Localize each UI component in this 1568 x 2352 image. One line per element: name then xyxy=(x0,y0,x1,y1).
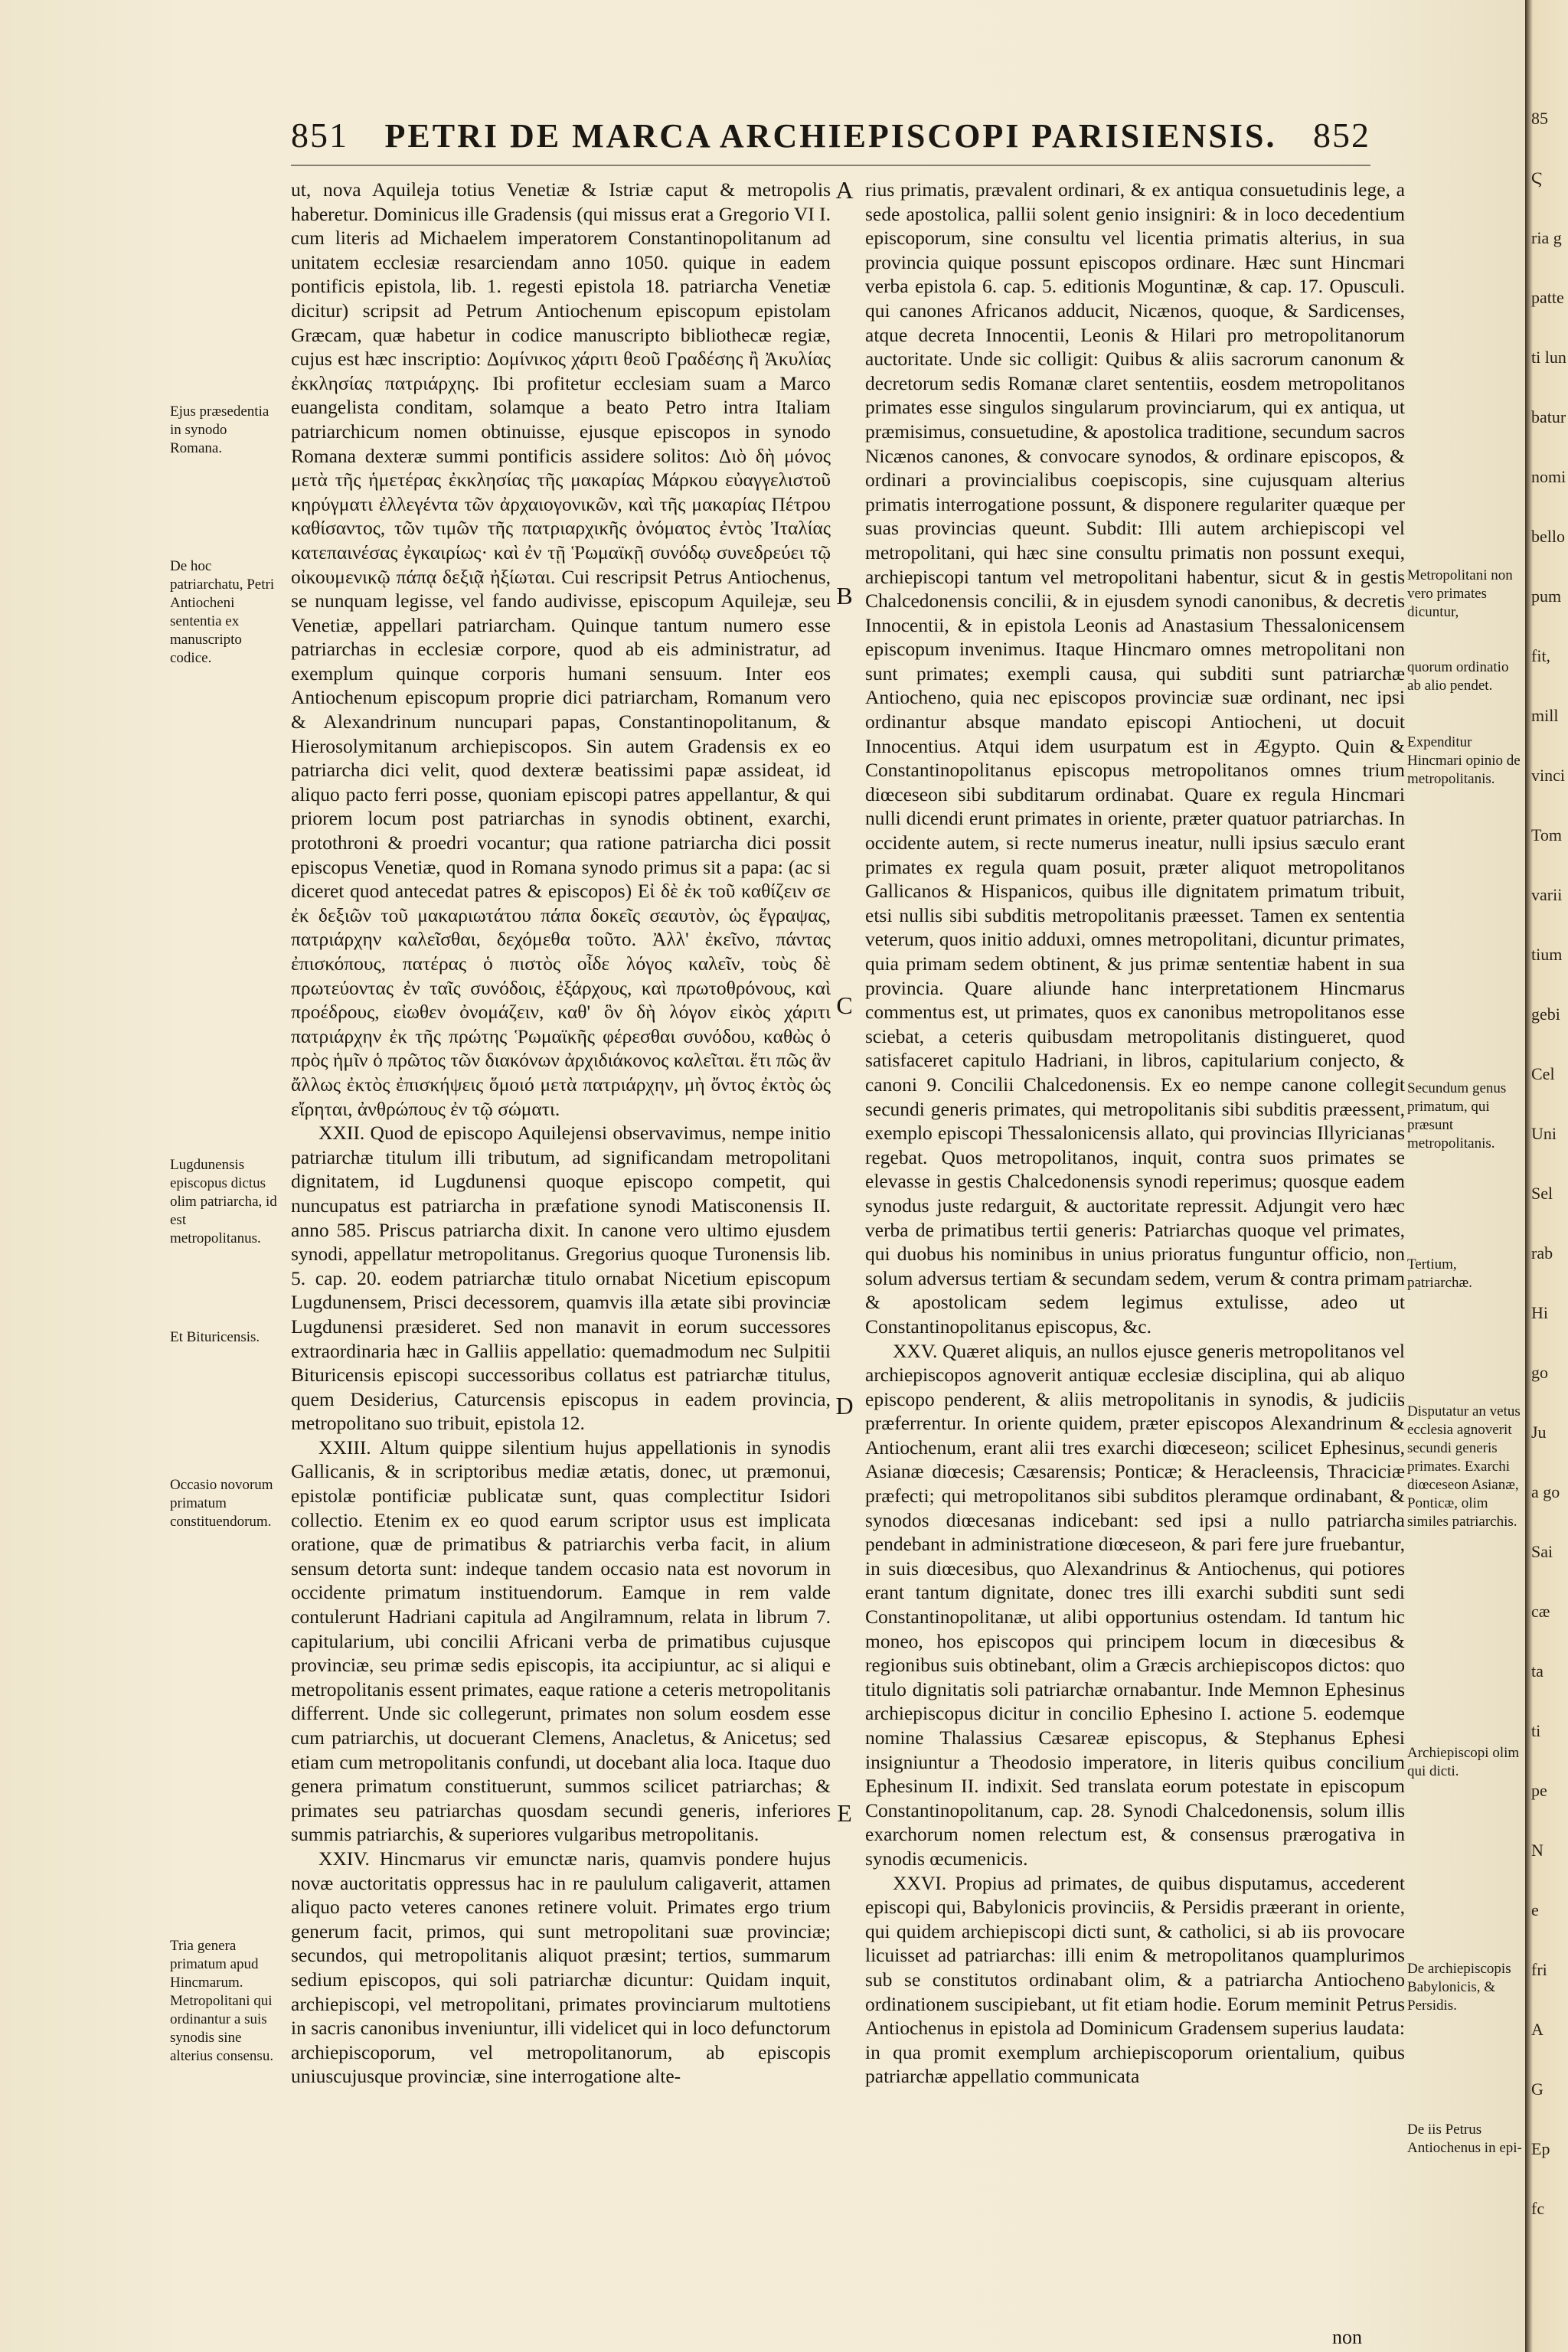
paragraph: XXV. Quæret aliquis, an nullos ejusce generis metropolitanos vel archiepiscopos agnoverit antiquæ ecclesiæ disciplina, qui ab aliquo episcopo penderent, & aliis metropolitanis in synodis, & judiciis præferrentur. In oriente quidem, præter episcopos Alexandrinum & Antiochenum, erant alii tres exarchi diœceseon; scilicet Ephesinus, Asianæ diœcesis; Cæsarensis; Ponticæ; & Heracleensis, Thraciciæ præfecti; qui metropolitanos sibi subditos pleramque ordinabant, & synodos diœcesanas indicebant: sed ipsi a nullo patriarcha pendebant in administratione diœceseon, & pari fere jure fruebantur, in suis diœcesibus, quo Alexandrinus & Antiochenus, qui potiores erant tantum dignitate, donec tres illi exarchi subditi sunt sedi Constantinopolitanæ, ut alibi opportunius ostendam. Id tantum hic moneo, hos episcopos qui principem locum in diœcesibus & regionibus suis obtinebant, olim a Græcis archiepiscopos dictos: quo titulo dignitatis soli patriarchæ ornabantur. Inde Memnon Ephesinus archiepiscopus dicitur in concilio Ephesino I. actione 5. eodemque nomine Thalassius Cæsareæ episcopus, & Stephanus Ephesi insigniuntur a Theodosio imperatore, in literis quibus concilium Ephesinum II. indixit. Sed translata eorum potestate in episcopum Constantinopolitanum, cap. 28. Synodi Chalcedonensis, solum illis exarchorum nomen relectum est, & consensus prærogativa in synodis œcumenicis. xyxy=(865,1339,1405,1870)
section-letter: B xyxy=(836,582,853,609)
facing-page-fragment: varii xyxy=(1531,885,1563,904)
right-text-column xyxy=(865,178,1405,2089)
header-rule xyxy=(291,165,1370,166)
facing-page-fragment: ria g xyxy=(1531,228,1562,247)
facing-page-fragment: Cel xyxy=(1531,1064,1555,1083)
margin-note: De archiepiscopis Babylonicis, & Persidis. xyxy=(1407,1961,1511,2014)
facing-page-fragment: pe xyxy=(1531,1781,1547,1800)
paragraph: XXIV. Hincmarus vir emunctæ naris, quamvis pondere hujus novæ auctoritatis oppressus hac in re paululum caligaverit, attamen aliquo pacto veteres canones retinere voluit. Primates ergo trium generum facit, primos, qui sunt metropolitani suæ provinciæ; secundos, qui metropolitanis aliquot præsint; tertios, summarum sedium episcopos, qui soli patriarchæ dicuntur: Quidam inquit, archiepiscopi, vel metropolitani, primates provinciarum multotiens in sacris canonibus inveniuntur, illi videlicet qui in loco defunctorum archiepiscoporum, vel metropolitanorum, ab episcopis uniuscujusque provinciæ, sine interrogatione alte- xyxy=(291,1847,831,2088)
margin-note: Tertium, patriarchæ. xyxy=(1407,1256,1472,1291)
facing-page-fragment: Sai xyxy=(1531,1542,1553,1561)
facing-page-fragment: gebi xyxy=(1531,1004,1560,1024)
facing-page-fragment: mill xyxy=(1531,706,1559,725)
margin-note: De iis Petrus Antiochenus in epi- xyxy=(1407,2122,1522,2156)
section-letter: E xyxy=(837,1799,852,1827)
facing-page-fragment: Sel xyxy=(1531,1184,1553,1203)
margin-note: Occasio novorum primatum constituendorum. xyxy=(170,1477,273,1530)
facing-page-fragment: go xyxy=(1531,1363,1548,1382)
facing-page-fragment: fit, xyxy=(1531,646,1551,665)
right-page-number: 852 xyxy=(1313,116,1370,155)
margin-note: quorum ordinatio ab alio pendet. xyxy=(1407,659,1509,694)
paragraph: XXIII. Altum quippe silentium hujus appellationis in synodis Gallicanis, & in scriptoribus mediæ ætatis, donec, ut præmonui, epistolæ pontificiæ publicatæ sunt, quas complectitur Isidori collectio. Etenim ex eo quod earum scriptor usus est implicata oratione, quæ de primatibus & patriarchis verba facit, in alium sensum detorta sunt: indeque tandem occasio nata est novorum in occidente primatum instituendorum. Eamque in rem valde contulerunt Hadriani capitula ad Angilramnum, relata in librum 7. capitularium, ubi concilii Africani verba de primatibus cujusque provinciæ, seu primæ sedis episcopis, ita accipiuntur, ac si aliqui e metropolitanis essent primates, eaque ratione a ceteris metropolitanis differrent. Unde sic collegerunt, primates non solum eosdem esse cum patriarchis, ut docuerant Clemens, Anacletus, & Anicetus; sed etiam cum metropolitanis confundi, ut docebant alia loca. Itaque duo genera primatum constituerunt, summos scilicet patriarchas; & primates seu patriarchas quosdam secundi generis, inferiores summis patriarchis, & superiores vulgaribus metropolitanis. xyxy=(291,1436,831,1846)
facing-page-edge xyxy=(1525,0,1568,2352)
margin-note: Disputatur an vetus ecclesia agnoverit secundi generis primates. Exarchi diœceseon Asianæ, Ponticæ, olim similes patriarchis. xyxy=(1407,1403,1521,1530)
facing-page-fragment: ti xyxy=(1531,1721,1541,1740)
margin-note: Lugdunensis episcopus dictus olim patriarcha, id est metropolitanus. xyxy=(170,1157,277,1246)
facing-page-fragment: Uni xyxy=(1531,1124,1557,1143)
facing-page-fragment: bello xyxy=(1531,527,1565,546)
facing-page-fragment: 85 xyxy=(1531,109,1548,128)
running-title: PETRI DE MARCA ARCHIEPISCOPI PARISIENSIS. xyxy=(384,117,1277,155)
facing-page-fragment: Ju xyxy=(1531,1423,1547,1442)
facing-page-fragment: patte xyxy=(1531,288,1564,307)
facing-page-fragment: cæ xyxy=(1531,1602,1550,1621)
facing-page-fragment: A xyxy=(1531,2020,1544,2039)
facing-page-fragment: fc xyxy=(1531,2199,1545,2218)
paragraph: rius primatis, prævalent ordinari, & ex antiqua consuetudinis lege, a sede apostolica, pallii solent genio insigniri: & in loco decedentium episcoporum, sine consultu vel licentia primatis alterius, in sua provincia quique possunt episcopos ordinare. Hæc sunt Hincmari verba epistola 6. cap. 5. editionis Moguntinæ, & cap. 17. Opusculi. qui canones Africanos adducit, Nicænos, quoque, & Sardicenses, atque decreta Innocentii, Leonis & Hilari pro metropolitanorum auctoritate. Unde sic colligit: Quibus & aliis sacrorum canonum & decretorum sedis Romanæ claret sententiis, eosdem metropolitanos primates esse singulos singularum provinciarum, qui ex antiqua, ut præmisimus, consuetudine, & apostolica traditione, secundum sacros Nicænos canones, & convocare synodos, & ordinare episcopos, & ordinari a provincialibus coepiscopis, sine cujusquam alterius primatis interrogatione possunt, & disponere regulariter quæque per suas provincias queunt. Subdit: Illi autem archiepiscopi vel metropolitani, qui hæc sine consultu primatis non possunt exequi, archiepiscopi tantum vel metropolitani habentur, sicut & in gestis Chalcedonensis concilii, & in ejusdem synodi canonibus, & decretis Innocentii, & in epistola Leonis ad Anastasium Thessalonicensem episcopum invenimus. Itaque Hincmaro omnes metropolitani non sunt primates; exempli causa, qui subditi sunt patriarchæ Antiocheno, quia nec episcopos provinciæ suæ ordinant, nec ipsi ordinantur absque mandato episcopi Antiocheni, ut docuit Innocentius. Atqui idem usurpatum est in Ægypto. Quin & Constantinopolitanus episcopus metropolitanos omnes trium diœceseon sibi subditarum ordinabat. Quare ex regula Hincmari nulli dicendi erunt primates in oriente, præter quatuor patriarchas. In occidente autem, si recte numerus ineatur, nulli ipsius sæculo erant primates ex regula quam posuit, præter aliquot metropolitanos Gallicanos & Hispanicos, quibus ille dignitatem primatum tribuit, etsi nullis sibi subditis metropolitanis præesset. Tamen ex sententia veterum, quos initio adduxi, omnes metropolitani, dicuntur primates, quia primam sedem obtinent, & jus primæ sententiæ habent in sua provincia. Quare aliunde hanc interpretationem Hincmarus commentus est, ut primates, quos ex canonibus metropolitanos esse sciebat, a ceteris quibusdam metropolitanis distingueret, quod satisfaceret capitulo Hadriani, in libros, capitularium conjecto, & canoni 9. Concilii Chalcedonensis. Ex eo nempe canone collegit secundi generis primates, qui metropolitanis sibi subditis præessent, exemplo episcopi Thessalonicensis allato, qui provincias Illyricianas regebat. Quos metropolitanos, inquit, contra suos primates se elevasse in gestis Chalcedonensis synodi reperimus; quosque eadem synodus juste redarguit, & auctoritate repressit. Adjungit vero hæc verba de primatibus tertii generis: Patriarchas quoque vel primates, qui duobus his nominibus in unius prioratus funguntur officio, non solum adversus tertiam & secundam sedem, verum & contra primam & apostolicam sedem legimus extulisse, adeo ut Constantinopolitanus episcopus, &c. xyxy=(865,178,1405,1338)
paragraph: ut, nova Aquileja totius Venetiæ & Istriæ caput & metropolis haberetur. Dominicus ille Gradensis (qui missus erat a Gregorio VI I. cum literis ad Michaelem imperatorem Constantinopolitanum ad unitatem ecclesiæ resarciendam anno 1050. quique in eadem pontificis epistola, lib. 1. regesti epistola 18. patriarcha Venetiæ dicitur) scripsit ad Petrum Antiochenum episcopum epistolam Græcam, quæ habetur in codice manuscripto bibliothecæ regiæ, cujus est hæc inscriptio: Δομίνικος χάριτι θεοῦ Γραδέσης ἢ Ἀκυλίας ἐκκλησίας πατριάρχης. Ibi profitetur ecclesiam suam a Marco euangelista conditam, solamque a beato Petro intra Italiam patriarchicum nomen obtinuisse, ejusque episcopos in synodo Romana dexteræ summi pontificis assidere solitos: Διὸ δὴ μόνος μετὰ τῆς ἡμετέρας ἐκκλησίας τῆς μακαρίας Μάρκου εὐαγγελιστοῦ κηρύγματι ἐλλεγέντα τῶν ἀρχαιογονικῶν, καὶ τῆς μακαρίας Πέτρου καθίσαντος, τῶν τιμῶν τῆς πατριαρχικῆς ὀνόματος ἐντὸς Ἰταλίας κατεπαινέσας ἐγκαιρίως· καὶ ἐν τῇ Ῥωμαϊκῇ συνόδῳ συνεδρεύει τῷ οἰκουμενικῷ πάπᾳ δεξιᾷ ἠξίωται. Cui rescripsit Petrus Antiochenus, se nunquam legisse, vel fando audivisse, episcopum Aquilejæ, seu Venetiæ, appellari patriarcham. Quinque tantum numero esse patriarchas in ecclesiæ corpore, quod ab eis administratur, ad exemplum quinque corporis humani sensuum. Inter eos Antiochenum episcopum proprie dici patriarcham, Romanum vero & Alexandrinum nuncupari papas, Constantinopolitanum, & Hierosolymitanum archiepiscopos. Sin autem Gradensis ex eo patriarcha dici velit, quod dexteræ beatissimi papæ assideat, id aliquo pacto ferri posse, quoniam episcopi patres appellantur, & qui priorem locum post patriarchas in synodis obtinent, exarchi, protothroni & proedri vocantur; qua ratione patriarcha dici possit episcopus Venetiæ, quod in Romana synodo primus sit a papa: (ac si diceret quod antecedat patres & episcopos) Εἰ δὲ ἐκ τοῦ καθίζειν σε ἐκ δεξιῶν τοῦ μακαριωτάτου πάπα δοκεῖς σεαυτὸν, ὡς ἔγραψας, πατριάρχην καλεῖσθαι, δεχόμεθα τοῦτο. Ἀλλ' ἐκεῖνο, πάντας ἐπισκόπους, πατέρας ὁ πιστὸς οἶδε λόγος καλεῖν, τοὺς δὲ πρωτεύοντας ἐν ταῖς συνόδοις, ἐξάρχους, καὶ πρωτοθρόνους, καὶ προέδρους, εἰωθεν ὀνομάζειν, καθ' ὃν δὴ λόγον εἰκὸς χάριτι πατριάρχην ἐκ τῆς πρώτης Ῥωμαϊκῆς φέρεσθαι συνόδου, καθὼς ὁ πρὸς ἡμῖν ὁ πρῶτος τῶν διακόνων ἀρχιδιάκονος καλεῖται. ἔτι πῶς ἂν ἄλλως ἐκτὸς ἐπισκήψεις ὅμοιό μετὰ πατριάρχην, μὴ ὄντος ἐκτὸς ὡς εἴρηται, ἀνθρώπους ἐν τῷ σώματι. xyxy=(291,178,831,1120)
margin-note: Metropolitani non vero primates dicuntur, xyxy=(1407,567,1513,620)
left-text-column xyxy=(291,178,831,2089)
facing-page-fragment: vinci xyxy=(1531,766,1565,785)
running-header xyxy=(291,115,1370,161)
facing-page-fragment: tium xyxy=(1531,945,1563,964)
margin-note: Ejus præsedentia in synodo Romana. xyxy=(170,403,270,456)
margin-note: Tria genera primatum apud Hincmarum. Metropolitani qui ordinantur a suis synodis sine alterius consensu. xyxy=(170,1938,274,2064)
left-page-number: 851 xyxy=(291,116,348,155)
facing-page-fragment: fri xyxy=(1531,1960,1547,1979)
margin-note: Archiepiscopi olim qui dicti. xyxy=(1407,1745,1520,1779)
facing-page-fragment: G xyxy=(1531,2079,1544,2099)
margin-note: De hoc patriarchatu, Petri Antiocheni sententia ex manuscripto codice. xyxy=(170,558,275,666)
facing-page-fragment: Hi xyxy=(1531,1303,1548,1322)
facing-page-fragment: Ep xyxy=(1531,2139,1550,2158)
facing-page-fragment: Ϛ xyxy=(1531,168,1543,188)
paragraph: XXVI. Propius ad primates, de quibus disputamus, accederent episcopi qui, Babylonicis provinciis, & Persidis præerant in oriente, qui quidem archiepiscopi dicti sunt, & catholici, si ab iis provocare licuisset ad patriarchas: illi enim & metropolitanos quamplurimos sub se constitutos ordinabant olim, & a patriarcha Antiocheno ordinationem suscipiebant, ut fit etiam hodie. Eorum meminit Petrus Antiochenus in epistola ad Dominicum Gradensem superius laudata: in qua promit exemplum archiepiscoporum orientalium, quibus patriarchæ appellatio communicata xyxy=(865,1871,1405,2088)
facing-page-fragment: Tom xyxy=(1531,825,1563,844)
facing-page-fragment: e xyxy=(1531,1900,1539,1919)
section-letter: D xyxy=(835,1392,854,1419)
facing-page-fragment: batur xyxy=(1531,407,1566,426)
margin-note: Expenditur Hincmari opinio de metropolitanis. xyxy=(1407,734,1521,787)
section-letter: A xyxy=(835,176,854,204)
facing-page-fragment: ti lun xyxy=(1531,348,1566,367)
section-letter: C xyxy=(836,991,853,1019)
catchword: non xyxy=(1332,2326,1362,2348)
facing-page-fragment: a go xyxy=(1531,1482,1560,1501)
facing-page-fragment: pum xyxy=(1531,586,1562,606)
margin-note: Secundum genus primatum, qui præsunt metropolitanis. xyxy=(1407,1080,1507,1152)
facing-page-fragment: N xyxy=(1531,1841,1544,1860)
paragraph: XXII. Quod de episcopo Aquilejensi observavimus, nempe initio patriarchæ titulum illi tributum, ad significandam metropolitani dignitatem, id Lugdunensi quoque episcopo competit, qui nuncupatus est patriarcha in præfatione synodi Matisconensis II. anno 585. Priscus patriarcha dixit. In canone vero ultimo ejusdem synodi, appellatur metropolitanus. Gregorius quoque Turonensis lib. 5. cap. 20. eodem patriarchæ titulo ornabat Nicetium episcopum Lugdunensem, Prisci decessorem, quamvis illa ætate sibi provinciæ Lugdunensi præsideret. Sed non manavit in eorum successores extraordinaria hæc in Galliis appellatio: quemadmodum nec Sulpitii Bituricensis episcopi successoribus collatus est patriarchæ titulus, quem Desiderius, Caturcensis episcopus in eadem provincia, metropolitano suo tribuit, epistola 12. xyxy=(291,1122,831,1435)
facing-page-fragment: ta xyxy=(1531,1661,1544,1681)
facing-page-fragment: rab xyxy=(1531,1243,1553,1263)
margin-note: Et Bituricensis. xyxy=(170,1329,260,1345)
facing-page-fragment: nomi xyxy=(1531,467,1566,486)
